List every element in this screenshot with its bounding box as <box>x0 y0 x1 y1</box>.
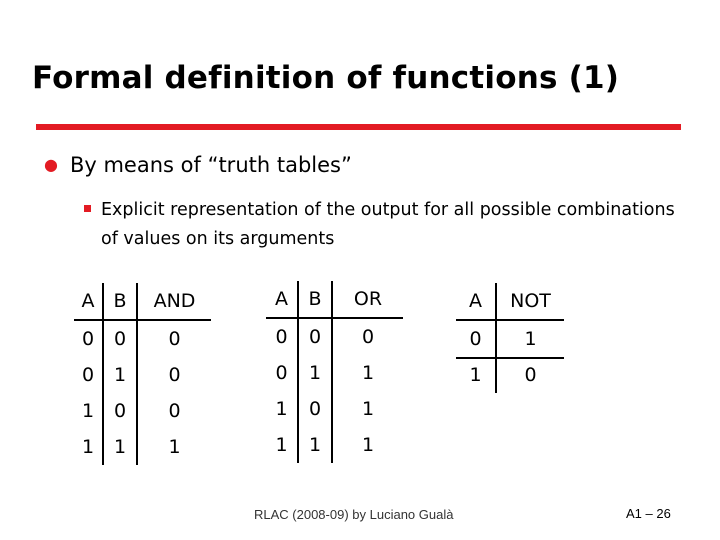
table-row <box>266 318 403 355</box>
table-row <box>74 393 211 429</box>
table-cell: 1 <box>469 364 482 386</box>
table-cell: 0 <box>137 320 211 357</box>
table-cell: 0 <box>103 393 137 429</box>
table-cell: 0 <box>137 393 211 429</box>
table-cell: 0 <box>137 357 211 393</box>
bullet-item <box>44 153 352 177</box>
header-cell: A <box>456 283 496 320</box>
table-row <box>456 357 564 393</box>
header-cell: NOT <box>496 283 564 320</box>
table-cell: 1 <box>81 436 95 458</box>
square-bullet-icon <box>84 205 91 212</box>
table-cell: 1 <box>332 355 403 391</box>
header-cell: B <box>298 281 332 318</box>
and-truth-table <box>74 283 211 465</box>
bullet-text: By means of “truth tables” <box>69 153 352 177</box>
table-cell: 1 <box>332 391 403 427</box>
table-row <box>456 320 564 357</box>
header-cell: B <box>103 283 137 320</box>
table-cell: 0 <box>81 328 95 350</box>
slide-title: Formal definition of functions (1) <box>32 60 620 96</box>
table-row <box>74 429 211 465</box>
header-cell: AND <box>137 283 211 320</box>
table-cell: 1 <box>332 427 403 463</box>
sub-bullet-item <box>84 196 684 254</box>
table-row <box>266 391 403 427</box>
not-truth-table <box>456 283 564 393</box>
table-cell: 0 <box>298 318 332 355</box>
table-cell: 0 <box>103 320 137 357</box>
table-cell: 1 <box>275 434 288 456</box>
table-row <box>74 320 211 357</box>
table-row <box>266 427 403 463</box>
table-cell: 1 <box>496 320 564 357</box>
table-row <box>74 357 211 393</box>
table-cell: 1 <box>275 398 288 420</box>
table-cell: 0 <box>275 362 288 384</box>
header-cell: OR <box>332 281 403 318</box>
table-cell: 0 <box>469 328 482 350</box>
table-cell: 1 <box>298 427 332 463</box>
table-cell: 0 <box>81 364 95 386</box>
header-cell: A <box>266 281 298 318</box>
table-cell: 0 <box>332 318 403 355</box>
table-cell: 1 <box>103 357 137 393</box>
or-truth-table <box>266 281 403 463</box>
table-cell: 0 <box>496 357 564 393</box>
table-cell: 1 <box>298 355 332 391</box>
footer-credit: RLAC (2008-09) by Luciano Gualà <box>254 507 454 522</box>
table-cell: 1 <box>81 400 95 422</box>
bullet-dot-icon: ● <box>44 155 58 174</box>
not-table-row-divider <box>456 357 564 359</box>
table-cell: 1 <box>103 429 137 465</box>
table-header-row <box>266 281 403 318</box>
table-row <box>266 355 403 391</box>
page-number: A1 – 26 <box>626 506 671 521</box>
table-cell: 1 <box>137 429 211 465</box>
table-cell: 0 <box>275 326 288 348</box>
header-cell: A <box>74 283 103 320</box>
sub-bullet-text: Explicit representation of the output for all possible combinations of values on its arguments <box>101 200 675 249</box>
title-underline <box>36 124 681 130</box>
table-cell: 0 <box>298 391 332 427</box>
table-header-row <box>74 283 211 320</box>
table-header-row <box>456 283 564 320</box>
